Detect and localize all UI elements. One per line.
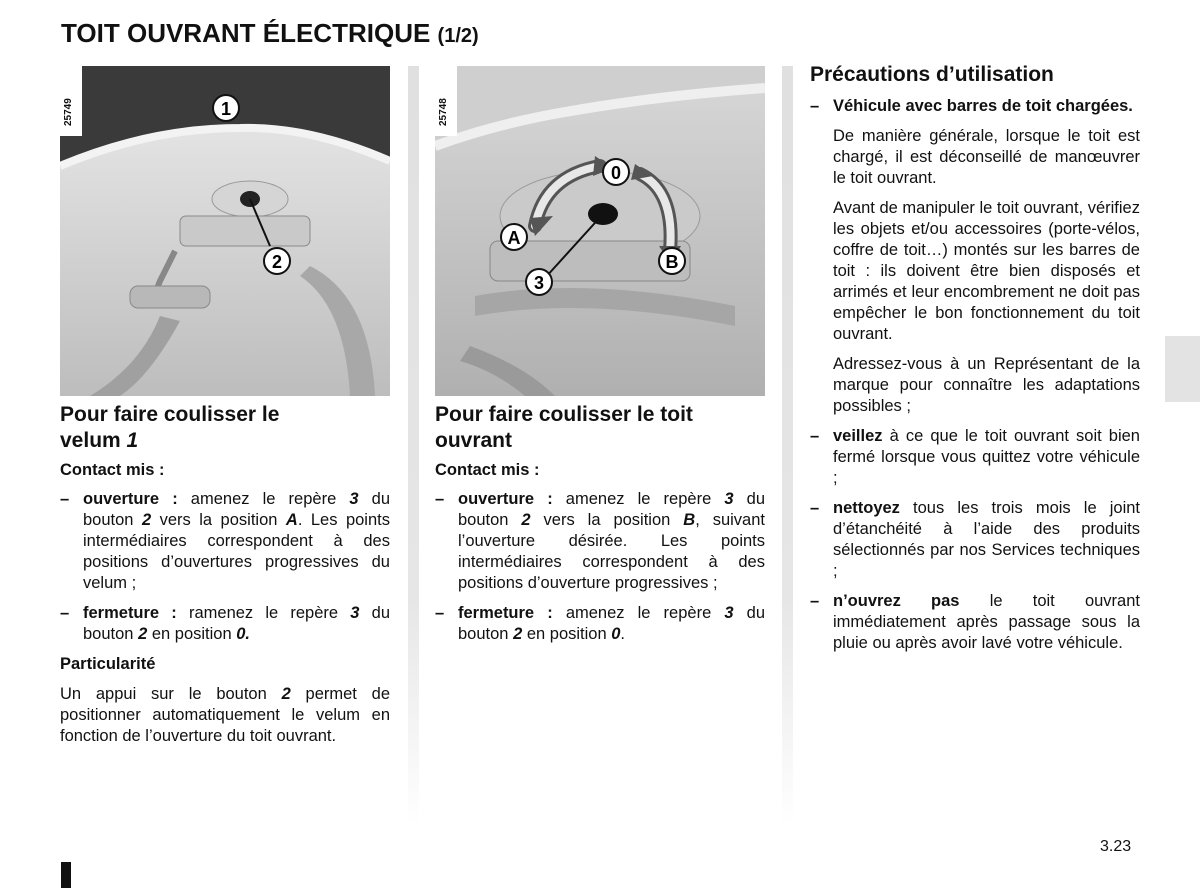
- page-number: 3.23: [1100, 838, 1132, 855]
- page-title: [61, 18, 479, 49]
- corner-mark: [61, 862, 71, 888]
- callout-3: [526, 269, 552, 295]
- middle-contact: Contact mis :: [435, 461, 540, 479]
- callout-3-label: 3: [533, 273, 545, 293]
- figure-code-box: [60, 66, 82, 136]
- callout-2-label: 2: [271, 252, 283, 272]
- figure-code-box: [435, 66, 457, 136]
- callout-A: [501, 224, 527, 250]
- left-heading: [60, 402, 390, 454]
- page-title-main: TOIT OUVRANT ÉLECTRIQUE: [61, 18, 431, 48]
- left-item-closing: – fermeture : ramenez le repère 3 du bouton 2 en position 0.: [60, 604, 390, 643]
- right-item-clean-seal: – nettoyez tous les trois mois le joint d’étanchéité à l’aide des produits sélectionnés par nos Services techniques ;: [810, 499, 1140, 580]
- callout-0: [603, 159, 629, 185]
- left-heading-line1: Pour faire coulisser le: [60, 403, 280, 426]
- middle-column-text: [435, 402, 765, 645]
- left-column-text: [60, 402, 390, 747]
- right-column-text: [810, 62, 1140, 654]
- left-particularite-text: Un appui sur le bouton 2 permet de positionner automatiquement le velum en fonction de l’ouverture du toit ouvrant.: [60, 685, 390, 745]
- column-divider-left: [408, 66, 419, 826]
- callout-A-label: A: [507, 228, 521, 248]
- right-para-dealer: Adressez-vous à un Représentant de la marque pour connaître les adaptations possibles ;: [833, 355, 1140, 415]
- callout-2: [264, 248, 290, 274]
- left-particularite: Particularité: [60, 655, 156, 673]
- middle-heading: [435, 402, 765, 454]
- figure-code: 25749: [63, 98, 74, 126]
- velum-figure: [60, 66, 390, 396]
- callout-1-label: 1: [220, 99, 232, 119]
- left-heading-velum: velum: [60, 429, 121, 452]
- middle-heading-line2: ouvrant: [435, 429, 513, 452]
- callout-1: [213, 95, 239, 121]
- callout-0-label: 0: [610, 163, 622, 183]
- middle-item-closing: – fermeture : amenez le repère 3 du bouton 2 en position 0.: [435, 604, 765, 643]
- right-para-general: De manière générale, lorsque le toit est chargé, il est déconseillé de manœuvrer le toit ouvrant.: [833, 127, 1140, 187]
- page-title-suffix: (1/2): [437, 25, 479, 47]
- right-item-no-open-rain: – n’ouvrez pas le toit ouvrant immédiatement après passage sous la pluie ou après avoir lavé votre véhicule.: [810, 592, 1140, 652]
- left-contact: Contact mis :: [60, 461, 165, 479]
- right-heading: Précautions d’utilisation: [810, 63, 1054, 86]
- figure-code: 25748: [438, 98, 449, 126]
- column-divider-right: [782, 66, 793, 826]
- callout-B-label: B: [665, 252, 679, 272]
- right-item-check-closed: – veillez à ce que le toit ouvrant soit bien fermé lorsque vous quittez votre véhicule ;: [810, 427, 1140, 487]
- right-item-roof-bars: – Véhicule avec barres de toit chargées.: [810, 97, 1133, 115]
- chapter-tab: [1165, 336, 1200, 402]
- middle-item-opening: – ouverture : amenez le repère 3 du bouton 2 vers la position B, suivant l’ouverture désirée. Les points intermédiaires correspondent à des positions d’ouverture progressives ;: [435, 490, 766, 592]
- right-para-before: Avant de manipuler le toit ouvrant, vérifiez les objets et/ou accessoires (porte-vélos, coffre de toit…) montés sur les barres de toit : ils doivent être bien disposés et arrimés et leur encombrement ne doit pas empêcher le bon fonctionnement du toit ouvrant.: [833, 199, 1140, 343]
- left-heading-ref: 1: [126, 429, 139, 452]
- callout-B: [659, 248, 685, 274]
- left-item-opening: – ouverture : amenez le repère 3 du bouton 2 vers la position A. Les points intermédiaires correspondent à des positions d’ouvertures progressives du velum ;: [60, 490, 391, 592]
- middle-heading-line1: Pour faire coulisser le toit: [435, 403, 693, 426]
- sunroof-figure: [435, 66, 765, 396]
